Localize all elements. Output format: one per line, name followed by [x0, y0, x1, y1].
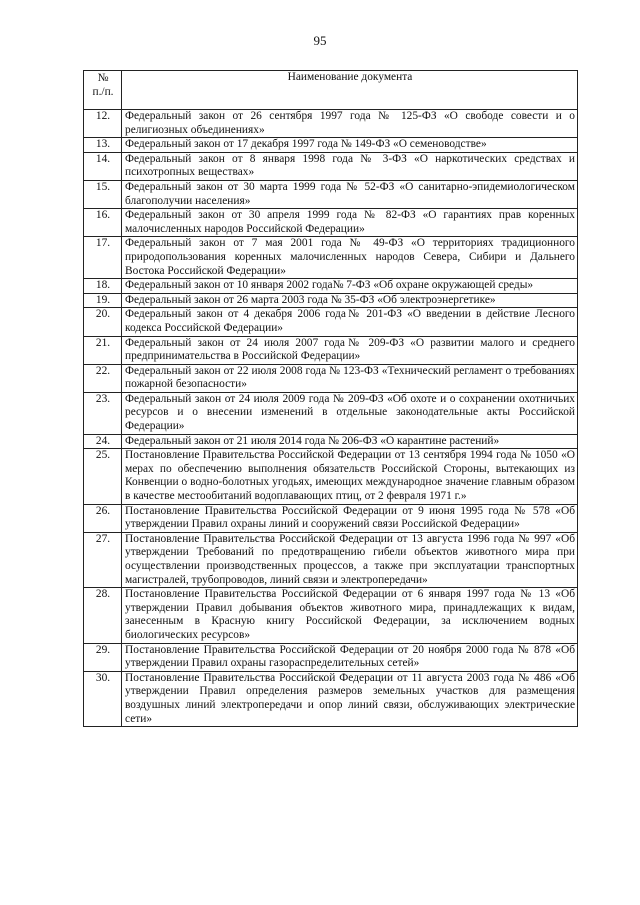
column-header-number-line2: п./п.: [92, 86, 114, 98]
page-number: 95: [313, 33, 327, 48]
row-number: 17.: [84, 237, 122, 279]
row-number: 25.: [84, 449, 122, 504]
document-name: Федеральный закон от 22 июля 2008 года № 123-ФЗ «Технический регламент о требованиях пожарной безопасности»: [122, 364, 578, 392]
document-name: Федеральный закон от 10 января 2002 года№ 7-ФЗ «Об охране окружающей среды»: [122, 279, 578, 294]
row-number: 29.: [84, 643, 122, 671]
table-row: [84, 643, 578, 671]
document-name: Федеральный закон от 21 июля 2014 года № 206-ФЗ «О карантине растений»: [122, 434, 578, 449]
table-row: [84, 293, 578, 308]
row-number: 14.: [84, 152, 122, 180]
document-name: Федеральный закон от 26 сентября 1997 года № 125-ФЗ «О свободе совести и о религиозных объединениях»: [122, 110, 578, 138]
document-name: Постановление Правительства Российской Федерации от 20 ноября 2000 года № 878 «Об утверждении Правил охраны газораспределительных сетей»: [122, 643, 578, 671]
row-number: 27.: [84, 532, 122, 587]
document-name: Федеральный закон от 7 мая 2001 года № 49-ФЗ «О территориях традиционного природопользования коренных малочисленных народов Севера, Сибири и Дальнего Востока Российской Федерации»: [122, 237, 578, 279]
table-row: [84, 279, 578, 294]
document-name: Постановление Правительства Российской Федерации от 6 января 1997 года № 13 «Об утверждении Правил добывания объектов животного мира, принадлежащих к видам, занесенным в Красную книгу Российской Федерации, за исключением водных биологических ресурсов»: [122, 588, 578, 643]
documents-table: [83, 70, 578, 727]
row-number: 28.: [84, 588, 122, 643]
table-row: [84, 209, 578, 237]
column-header-name: Наименование документа: [122, 71, 578, 110]
table-row: [84, 449, 578, 504]
document-name: Постановление Правительства Российской Федерации от 13 августа 1996 года № 997 «Об утверждении Требований по предотвращению гибели объектов животного мира при осуществлении производственных процессов, а также при эксплуатации транспортных магистралей, трубопроводов, линий связи и электропередачи»: [122, 532, 578, 587]
table-row: [84, 308, 578, 336]
table-row: [84, 110, 578, 138]
table-row: [84, 671, 578, 726]
document-name: Федеральный закон от 30 апреля 1999 года № 82-ФЗ «О гарантиях прав коренных малочисленных народов Российской Федерации»: [122, 209, 578, 237]
table-row: [84, 392, 578, 434]
row-number: 18.: [84, 279, 122, 294]
document-name: Федеральный закон от 24 июля 2009 года № 209-ФЗ «Об охоте и о сохранении охотничьих ресурсов и о внесении изменений в отдельные законодательные акты Российской Федерации»: [122, 392, 578, 434]
row-number: 13.: [84, 138, 122, 153]
table-row: [84, 434, 578, 449]
row-number: 12.: [84, 110, 122, 138]
document-name: Федеральный закон от 26 марта 2003 года № 35-ФЗ «Об электроэнергетике»: [122, 293, 578, 308]
row-number: 19.: [84, 293, 122, 308]
row-number: 23.: [84, 392, 122, 434]
table-row: [84, 180, 578, 208]
table-row: [84, 364, 578, 392]
column-header-number-line1: №: [97, 72, 109, 84]
document-name: Постановление Правительства Российской Федерации от 11 августа 2003 года № 486 «Об утверждении Правил определения размеров земельных участков для размещения воздушных линий электропередачи и опор линий связи, обслуживающих электрические сети»: [122, 671, 578, 726]
document-name: Постановление Правительства Российской Федерации от 9 июня 1995 года № 578 «Об утверждении Правил охраны линий и сооружений связи Российской Федерации»: [122, 504, 578, 532]
row-number: 21.: [84, 336, 122, 364]
document-name: Федеральный закон от 30 марта 1999 года № 52-ФЗ «О санитарно-эпидемиологическом благополучии населения»: [122, 180, 578, 208]
table-row: [84, 336, 578, 364]
document-name: Федеральный закон от 17 декабря 1997 года № 149-ФЗ «О семеноводстве»: [122, 138, 578, 153]
column-header-number: [84, 71, 122, 110]
table-row: [84, 152, 578, 180]
table-row: [84, 504, 578, 532]
table-row: [84, 237, 578, 279]
row-number: 20.: [84, 308, 122, 336]
row-number: 24.: [84, 434, 122, 449]
table-row: [84, 532, 578, 587]
document-name: Федеральный закон от 8 января 1998 года № 3-ФЗ «О наркотических средствах и психотропных веществах»: [122, 152, 578, 180]
row-number: 22.: [84, 364, 122, 392]
document-name: Федеральный закон от 4 декабря 2006 года№ 201-ФЗ «О введении в действие Лесного кодекса Российской Федерации»: [122, 308, 578, 336]
table-row: [84, 588, 578, 643]
row-number: 15.: [84, 180, 122, 208]
document-name: Постановление Правительства Российской Федерации от 13 сентября 1994 года № 1050 «О мерах по обеспечению выполнения обязательств Российской Стороны, вытекающих из Конвенции о водно-болотных угодьях, имеющих международное значение главным образом в качестве местообитаний водоплавающих птиц, от 2 февраля 1971 г.»: [122, 449, 578, 504]
row-number: 26.: [84, 504, 122, 532]
row-number: 30.: [84, 671, 122, 726]
table-row: [84, 138, 578, 153]
document-name: Федеральный закон от 24 июля 2007 года№ 209-ФЗ «О развитии малого и среднего предпринимательства в Российской Федерации»: [122, 336, 578, 364]
table-header-row: [84, 71, 578, 110]
row-number: 16.: [84, 209, 122, 237]
